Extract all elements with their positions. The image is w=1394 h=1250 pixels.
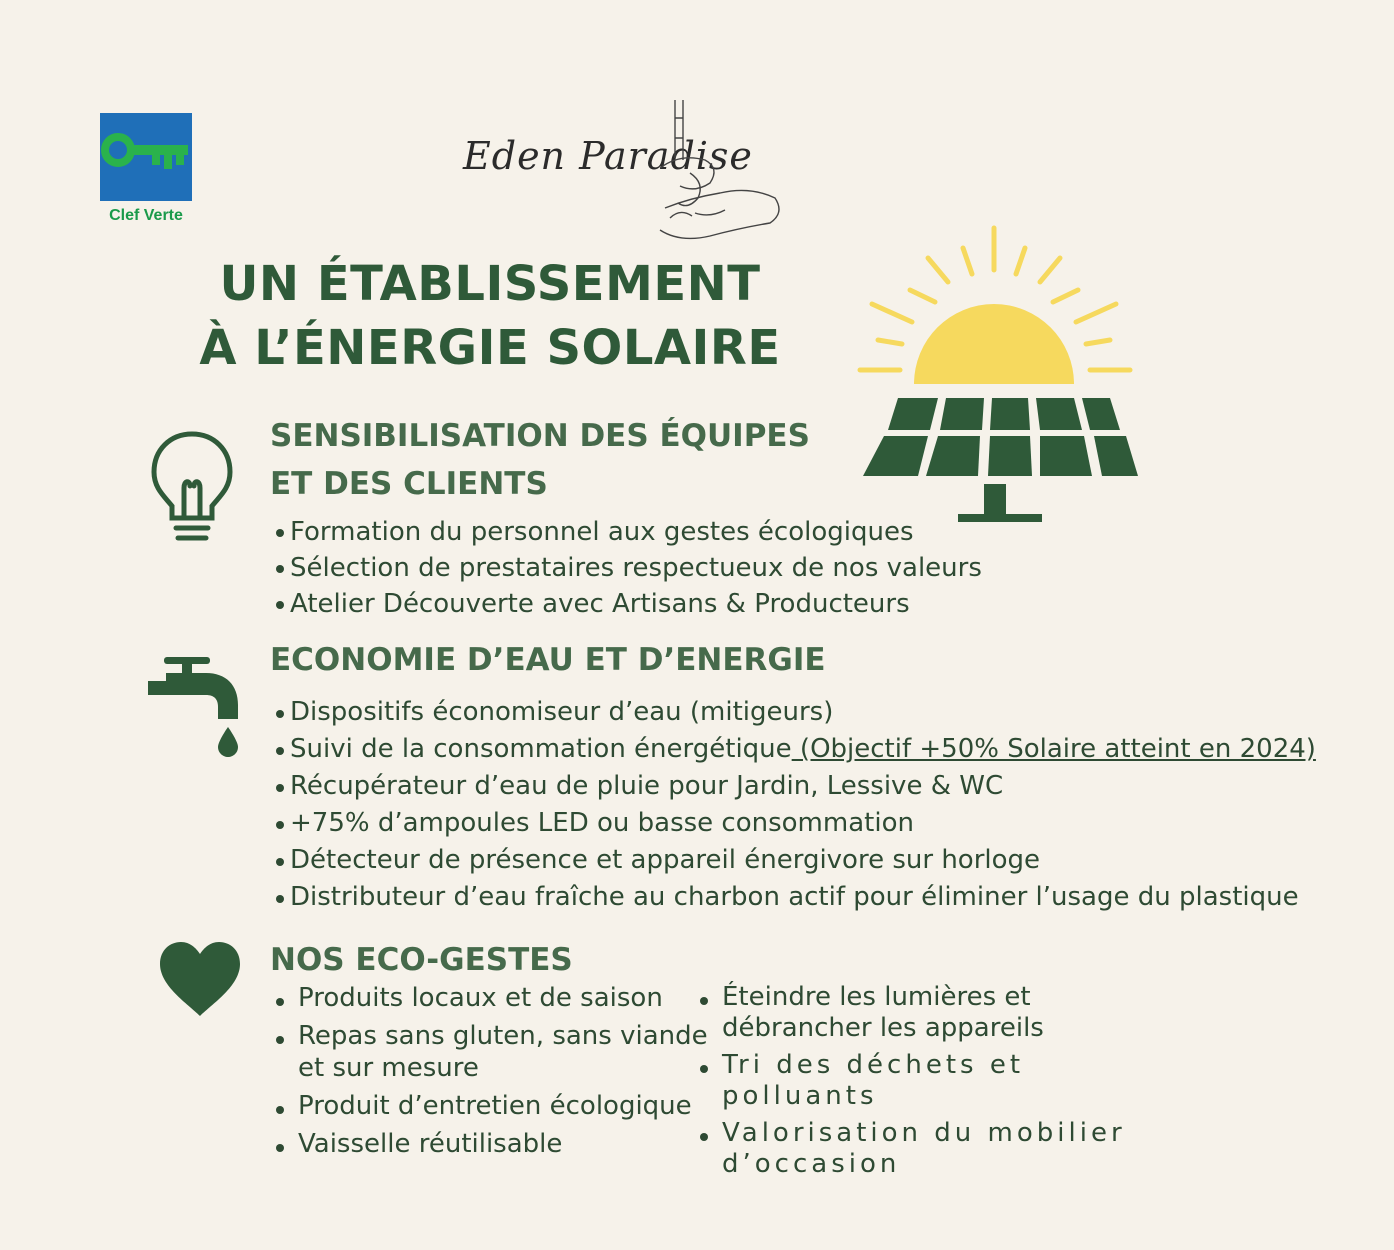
section-ecogestes-title: NOS ECO-GESTES [270, 942, 573, 978]
ecogestes-list-col1 [272, 982, 718, 1166]
list-item: Valorisation du mobilier d’occasion [696, 1118, 1162, 1180]
objective-link[interactable]: (Objectif +50% Solaire atteint en 2024) [791, 734, 1316, 764]
list-item: Détecteur de présence et appareil énergivore sur horloge [272, 842, 1316, 879]
eden-paradise-logo [455, 98, 790, 248]
list-item: Produit d’entretien écologique [272, 1090, 718, 1122]
lightbulb-icon [150, 430, 234, 545]
list-item: Sélection de prestataires respectueux de nos valeurs [272, 550, 982, 586]
page-title [170, 252, 810, 380]
clef-verte-logo [100, 113, 192, 225]
section-awareness-title [270, 412, 810, 508]
key-icon [100, 113, 192, 201]
list-item: Atelier Découverte avec Artisans & Producteurs [272, 586, 982, 622]
list-item: Éteindre les lumières et débrancher les appareils [696, 982, 1162, 1044]
title-line-2: À L’ÉNERGIE SOLAIRE [199, 320, 781, 376]
economy-list [272, 694, 1316, 916]
list-item: Produits locaux et de saison [272, 982, 718, 1014]
list-item: +75% d’ampoules LED ou basse consommation [272, 805, 1316, 842]
title-line-1: UN ÉTABLISSEMENT [219, 256, 761, 312]
list-item: Récupérateur d’eau de pluie pour Jardin, Lessive & WC [272, 768, 1316, 805]
list-item-text: Suivi de la consommation énergétique [290, 734, 792, 764]
list-item: Tri des déchets et polluants [696, 1050, 1162, 1112]
section-awareness-title-line2: ET DES CLIENTS [270, 466, 548, 502]
orchid-hand-icon [650, 98, 790, 248]
list-item [272, 731, 1316, 768]
list-item: Vaisselle réutilisable [272, 1128, 718, 1160]
list-item: Dispositifs économiseur d’eau (mitigeurs) [272, 694, 1316, 731]
section-economy-title: ECONOMIE D’EAU ET D’ENERGIE [270, 642, 826, 678]
section-awareness-title-line1: SENSIBILISATION DES ÉQUIPES [270, 418, 810, 454]
clef-verte-label: Clef Verte [109, 207, 183, 224]
eden-paradise-wordmark: Eden Paradise [463, 134, 753, 178]
water-tap-icon [148, 655, 240, 759]
sun-solar-panel-icon [850, 222, 1140, 527]
list-item: Formation du personnel aux gestes écologiques [272, 514, 982, 550]
awareness-list [272, 514, 982, 622]
heart-icon [158, 940, 242, 1018]
ecogestes-list-col2 [696, 982, 1162, 1186]
list-item: Repas sans gluten, sans viande et sur mesure [272, 1020, 718, 1084]
list-item: Distributeur d’eau fraîche au charbon actif pour éliminer l’usage du plastique [272, 879, 1316, 916]
